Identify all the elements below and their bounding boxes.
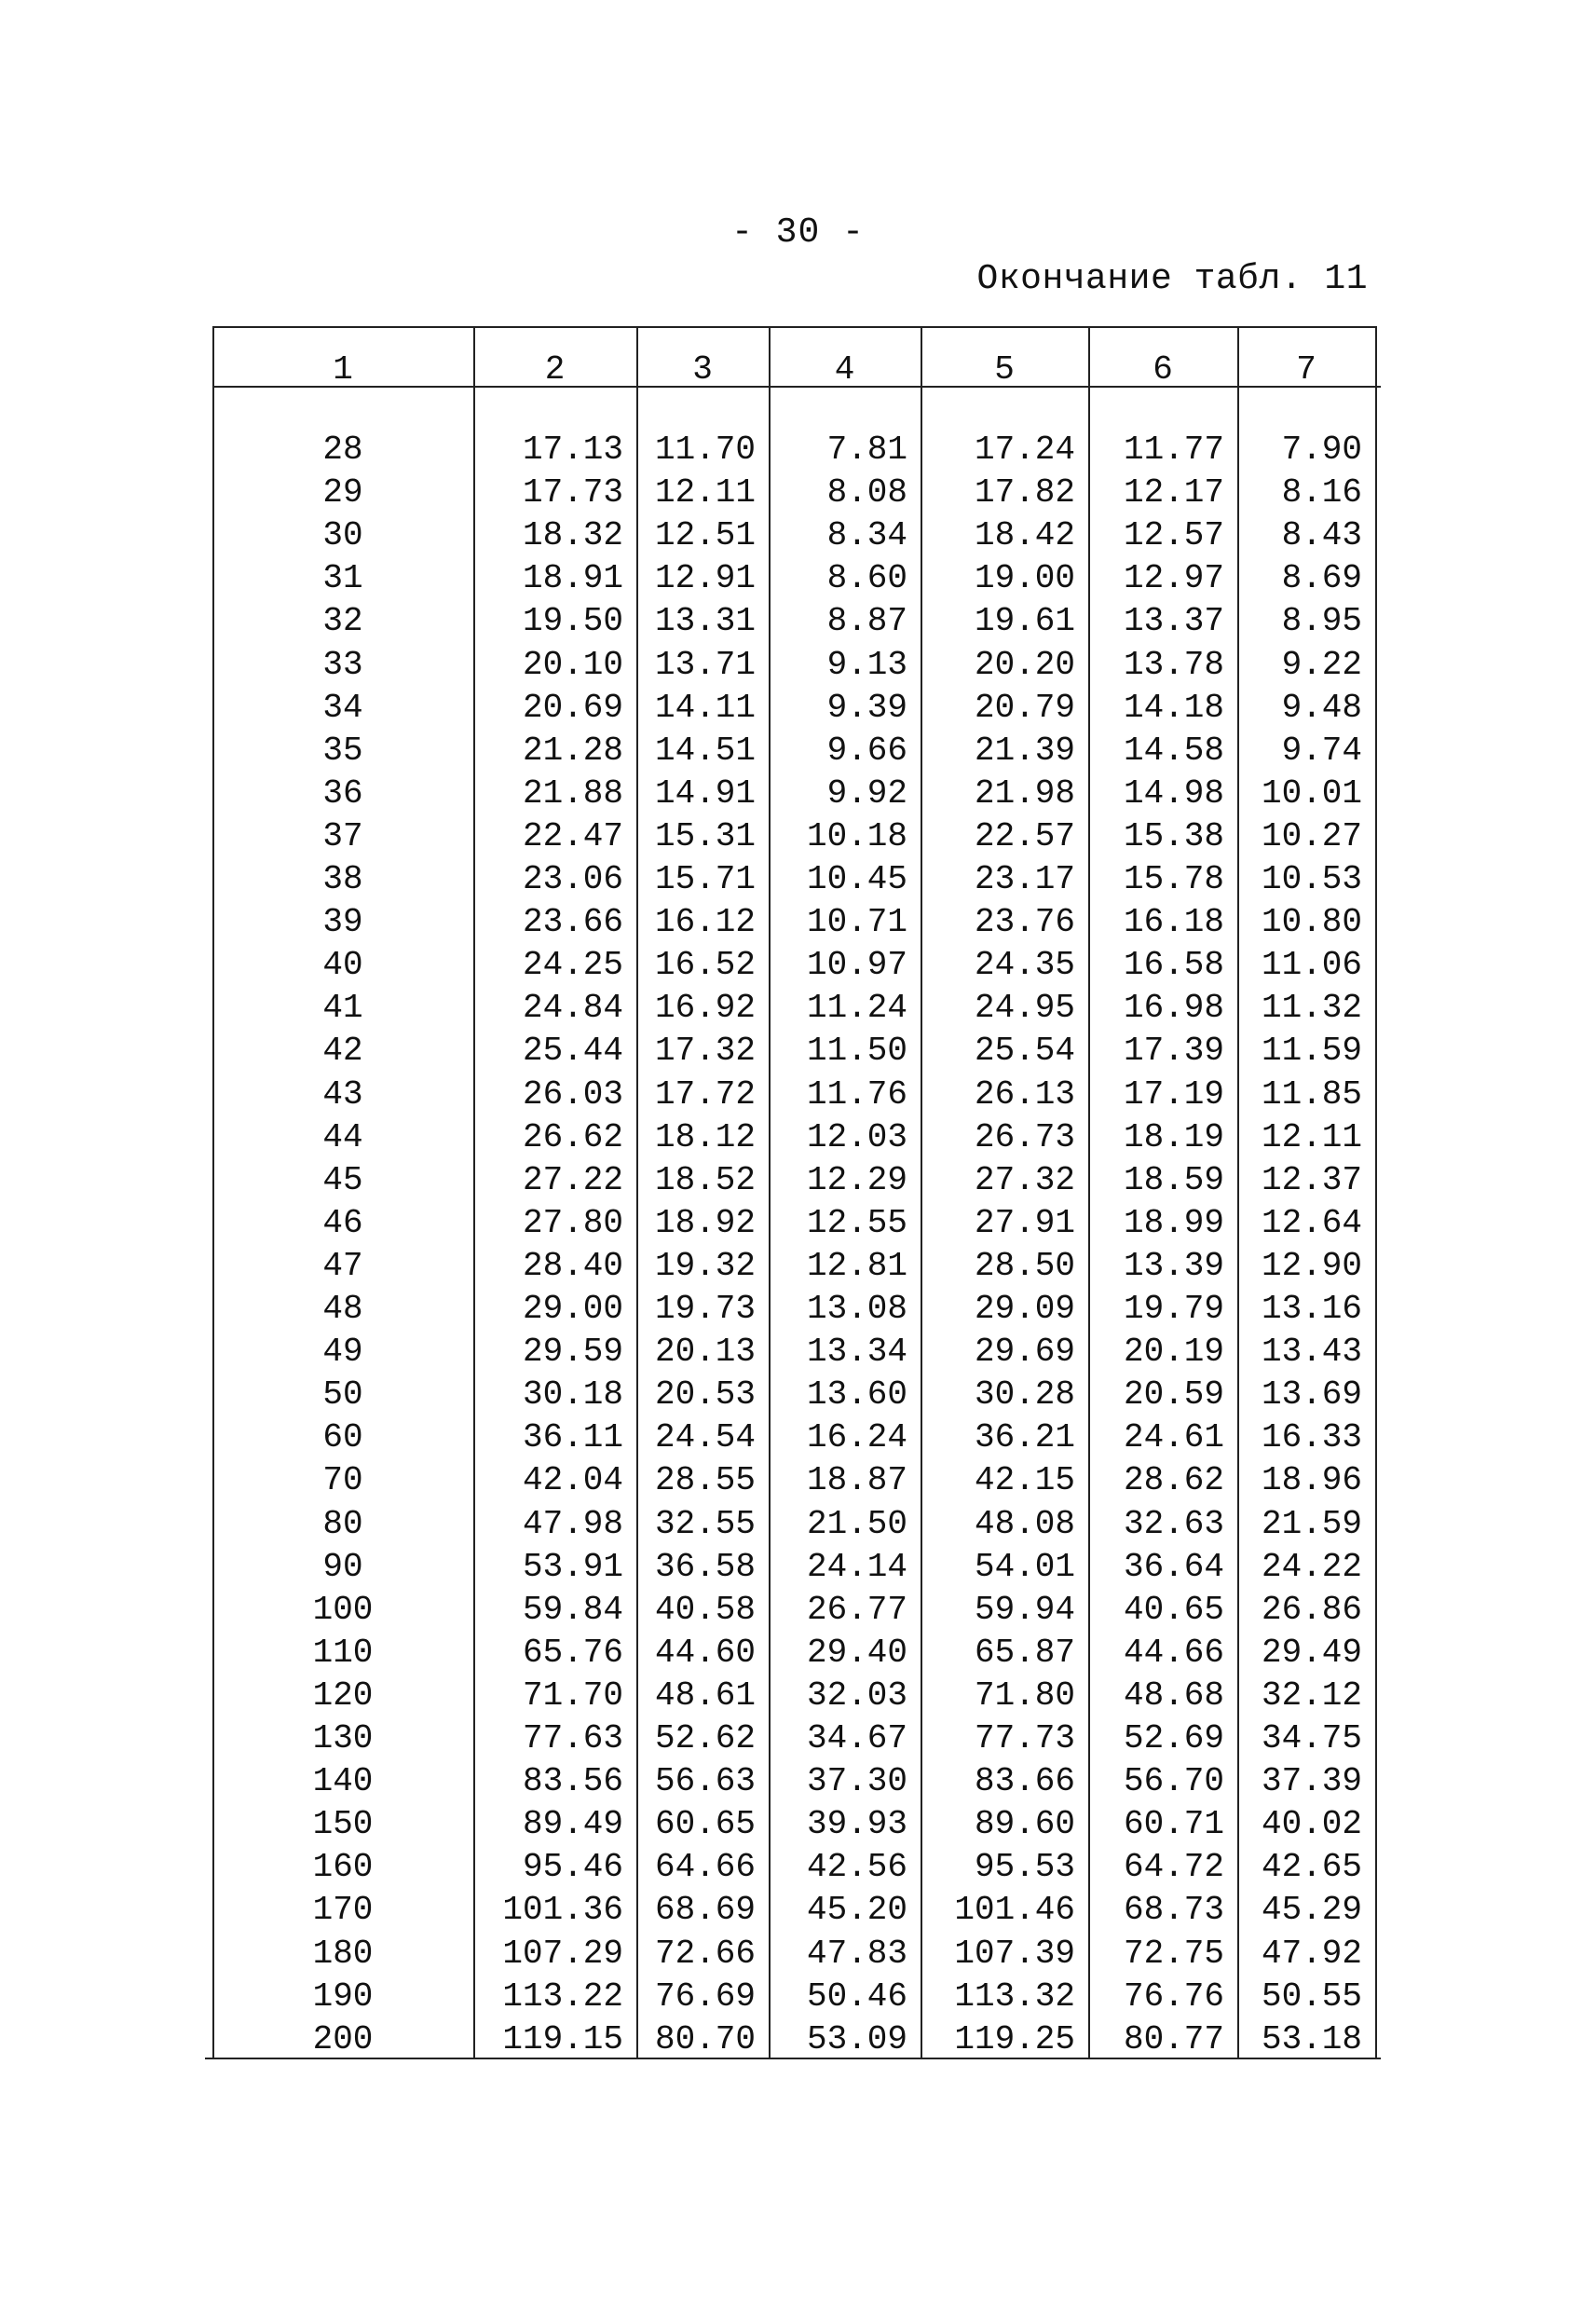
table-cell: 45 [322, 1161, 363, 1199]
table-cell: 10.45 [806, 860, 907, 898]
table-cell: 83.56 [522, 1762, 623, 1800]
table-cell: 160 [312, 1848, 374, 1886]
table-cell: 24.14 [806, 1548, 907, 1586]
table-cell: 44 [322, 1118, 363, 1156]
table-cell: 32.55 [654, 1505, 756, 1543]
table-cell: 72.66 [654, 1935, 756, 1973]
table-cell: 16.18 [1123, 903, 1224, 941]
table-cell: 12.57 [1123, 516, 1224, 554]
table-cell: 80.77 [1123, 2020, 1224, 2058]
table-cell: 26.03 [522, 1075, 623, 1114]
table-cell: 12.51 [654, 516, 756, 554]
table-cell: 8.08 [826, 473, 907, 512]
table-cell: 14.98 [1123, 774, 1224, 813]
table-cell: 13.16 [1261, 1290, 1362, 1328]
table-cell: 12.11 [654, 473, 756, 512]
table-cell: 13.60 [806, 1375, 907, 1414]
table-cell: 8.60 [826, 559, 907, 597]
table-cell: 21.39 [974, 732, 1075, 770]
table-cell: 45.20 [806, 1891, 907, 1929]
table-cell: 46 [322, 1204, 363, 1242]
table-cell: 11.77 [1123, 431, 1224, 469]
table-cell: 9.74 [1281, 732, 1362, 770]
table-cell: 12.91 [654, 559, 756, 597]
table-cell: 16.33 [1261, 1418, 1362, 1456]
table-cell: 29.40 [806, 1634, 907, 1672]
table-cell: 28 [322, 431, 363, 469]
table-cell: 36.21 [974, 1418, 1075, 1456]
table-cell: 12.81 [806, 1247, 907, 1285]
table-cell: 71.80 [974, 1676, 1075, 1715]
table-cell: 35 [322, 732, 363, 770]
table-cell: 50.46 [806, 1977, 907, 2016]
table-cell: 48.61 [654, 1676, 756, 1715]
table-cell: 18.32 [522, 516, 623, 554]
table-cell: 30 [322, 516, 363, 554]
table-cell: 170 [312, 1891, 374, 1929]
table-cell: 17.73 [522, 473, 623, 512]
table-cell: 14.18 [1123, 689, 1224, 727]
table-cell: 120 [312, 1676, 374, 1715]
table-cell: 12.90 [1261, 1247, 1362, 1285]
table-cell: 23.17 [974, 860, 1075, 898]
table-cell: 89.49 [522, 1805, 623, 1843]
table-cell: 28.50 [974, 1247, 1075, 1285]
table-cell: 22.57 [974, 817, 1075, 855]
table-cell: 11.85 [1261, 1075, 1362, 1114]
table-cell: 11.59 [1261, 1032, 1362, 1070]
table-cell: 40 [322, 946, 363, 984]
table-cell: 24.84 [522, 989, 623, 1027]
table-cell: 24.22 [1261, 1548, 1362, 1586]
table-cell: 130 [312, 1719, 374, 1757]
table-cell: 28.55 [654, 1461, 756, 1499]
table-cell: 11.50 [806, 1032, 907, 1070]
table-cell: 47.98 [522, 1505, 623, 1543]
table-cell: 20.59 [1123, 1375, 1224, 1414]
table-cell: 65.76 [522, 1634, 623, 1672]
table-cell: 26.77 [806, 1591, 907, 1629]
table-cell: 26.86 [1261, 1591, 1362, 1629]
table-cell: 27.22 [522, 1161, 623, 1199]
table-cell: 39 [322, 903, 363, 941]
table-cell: 44.66 [1123, 1634, 1224, 1672]
table-cell: 32.63 [1123, 1505, 1224, 1543]
table-cell: 24.25 [522, 946, 623, 984]
table-cell: 13.78 [1123, 646, 1224, 684]
table-cell: 19.73 [654, 1290, 756, 1328]
table-cell: 101.36 [502, 1891, 623, 1929]
table-cell: 14.91 [654, 774, 756, 813]
table-cell: 50.55 [1261, 1977, 1362, 2016]
table-cell: 12.29 [806, 1161, 907, 1199]
table-cell: 150 [312, 1805, 374, 1843]
table-cell: 65.87 [974, 1634, 1075, 1672]
table-cell: 15.71 [654, 860, 756, 898]
table-cell: 24.61 [1123, 1418, 1224, 1456]
table-cell: 64.66 [654, 1848, 756, 1886]
table-cell: 11.06 [1261, 946, 1362, 984]
table-cell: 10.53 [1261, 860, 1362, 898]
table-cell: 10.18 [806, 817, 907, 855]
table-cell: 18.59 [1123, 1161, 1224, 1199]
table-cell: 52.62 [654, 1719, 756, 1757]
table-cell: 42.56 [806, 1848, 907, 1886]
table-cell: 15.38 [1123, 817, 1224, 855]
table-cell: 17.32 [654, 1032, 756, 1070]
table-cell: 18.87 [806, 1461, 907, 1499]
table-cell: 16.24 [806, 1418, 907, 1456]
table-cell: 20.79 [974, 689, 1075, 727]
table-cell: 13.34 [806, 1333, 907, 1371]
table-cell: 36.58 [654, 1548, 756, 1586]
table-cell: 119.15 [502, 2020, 623, 2058]
table-cell: 26.73 [974, 1118, 1075, 1156]
table-cell: 29.00 [522, 1290, 623, 1328]
table-cell: 200 [312, 2020, 374, 2058]
table-cell: 21.28 [522, 732, 623, 770]
table-cell: 40.02 [1261, 1805, 1362, 1843]
table-cell: 30.18 [522, 1375, 623, 1414]
table-cell: 29.69 [974, 1333, 1075, 1371]
table-cell: 56.63 [654, 1762, 756, 1800]
table-cell: 18.91 [522, 559, 623, 597]
table-cell: 18.19 [1123, 1118, 1224, 1156]
table-cell: 24.95 [974, 989, 1075, 1027]
table-cell: 52.69 [1123, 1719, 1224, 1757]
table-cell: 41 [322, 989, 363, 1027]
table-cell: 113.22 [502, 1977, 623, 2016]
table-cell: 19.79 [1123, 1290, 1224, 1328]
table-cell: 90 [322, 1548, 363, 1586]
table-cell: 10.97 [806, 946, 907, 984]
table-cell: 7.81 [826, 431, 907, 469]
table-cell: 32 [322, 602, 363, 640]
table-cell: 77.73 [974, 1719, 1075, 1757]
table-cell: 9.92 [826, 774, 907, 813]
column-header: 1 [333, 350, 353, 389]
table-cell: 42.65 [1261, 1848, 1362, 1886]
table-cell: 39.93 [806, 1805, 907, 1843]
table-cell: 17.13 [522, 431, 623, 469]
table-cell: 15.78 [1123, 860, 1224, 898]
table-cell: 22.47 [522, 817, 623, 855]
table-cell: 17.19 [1123, 1075, 1224, 1114]
table-cell: 101.46 [954, 1891, 1075, 1929]
table-cell: 48 [322, 1290, 363, 1328]
column-header: 7 [1296, 350, 1316, 389]
table-cell: 36.64 [1123, 1548, 1224, 1586]
table-cell: 71.70 [522, 1676, 623, 1715]
table-cell: 49 [322, 1333, 363, 1371]
table-cell: 100 [312, 1591, 374, 1629]
table-cell: 36 [322, 774, 363, 813]
table-cell: 34.75 [1261, 1719, 1362, 1757]
table-cell: 53.09 [806, 2020, 907, 2058]
table-cell: 17.72 [654, 1075, 756, 1114]
table-cell: 18.92 [654, 1204, 756, 1242]
table-cell: 64.72 [1123, 1848, 1224, 1886]
table-cell: 32.03 [806, 1676, 907, 1715]
table-cell: 15.31 [654, 817, 756, 855]
table-cell: 33 [322, 646, 363, 684]
table-cell: 23.06 [522, 860, 623, 898]
table-cell: 42 [322, 1032, 363, 1070]
table-cell: 12.11 [1261, 1118, 1362, 1156]
table-cell: 70 [322, 1461, 363, 1499]
table-cell: 30.28 [974, 1375, 1075, 1414]
table-cell: 18.42 [974, 516, 1075, 554]
table-cell: 13.43 [1261, 1333, 1362, 1371]
table-cell: 40.65 [1123, 1591, 1224, 1629]
table-cell: 48.68 [1123, 1676, 1224, 1715]
table-cell: 180 [312, 1935, 374, 1973]
table-cell: 19.32 [654, 1247, 756, 1285]
table-cell: 11.32 [1261, 989, 1362, 1027]
table-cell: 43 [322, 1075, 363, 1114]
table-cell: 16.98 [1123, 989, 1224, 1027]
table-cell: 10.71 [806, 903, 907, 941]
table-cell: 107.39 [954, 1935, 1075, 1973]
table-cell: 80 [322, 1505, 363, 1543]
table-cell: 95.53 [974, 1848, 1075, 1886]
table-cell: 119.25 [954, 2020, 1075, 2058]
table-cell: 29.59 [522, 1333, 623, 1371]
table-cell: 60.65 [654, 1805, 756, 1843]
table-cell: 29.49 [1261, 1634, 1362, 1672]
table-cell: 24.54 [654, 1418, 756, 1456]
table-cell: 12.55 [806, 1204, 907, 1242]
table-cell: 29 [322, 473, 363, 512]
table-cell: 7.90 [1281, 431, 1362, 469]
table-cell: 10.80 [1261, 903, 1362, 941]
table-cell: 140 [312, 1762, 374, 1800]
table-cell: 13.69 [1261, 1375, 1362, 1414]
table-cell: 23.66 [522, 903, 623, 941]
table-cell: 11.24 [806, 989, 907, 1027]
page-number: - 30 - [731, 212, 865, 253]
table-cell: 13.39 [1123, 1247, 1224, 1285]
table-cell: 53.18 [1261, 2020, 1362, 2058]
table-cell: 44.60 [654, 1634, 756, 1672]
table-cell: 27.91 [974, 1204, 1075, 1242]
table-cell: 13.37 [1123, 602, 1224, 640]
table-cell: 12.64 [1261, 1204, 1362, 1242]
table-cell: 53.91 [522, 1548, 623, 1586]
table-cell: 21.98 [974, 774, 1075, 813]
table-cell: 20.10 [522, 646, 623, 684]
table-cell: 113.32 [954, 1977, 1075, 2016]
table-cell: 68.73 [1123, 1891, 1224, 1929]
table-cell: 77.63 [522, 1719, 623, 1757]
table-cell: 20.69 [522, 689, 623, 727]
table-cell: 18.96 [1261, 1461, 1362, 1499]
table-cell: 47 [322, 1247, 363, 1285]
table-cell: 95.46 [522, 1848, 623, 1886]
table-cell: 20.13 [654, 1333, 756, 1371]
table-cell: 60.71 [1123, 1805, 1224, 1843]
table-cell: 11.76 [806, 1075, 907, 1114]
table-cell: 32.12 [1261, 1676, 1362, 1715]
column-header: 5 [994, 350, 1015, 389]
table-cell: 10.27 [1261, 817, 1362, 855]
column-header: 2 [544, 350, 566, 389]
table-cell: 190 [312, 1977, 374, 2016]
table-cell: 12.37 [1261, 1161, 1362, 1199]
table-cell: 12.03 [806, 1118, 907, 1156]
table-cell: 76.76 [1123, 1977, 1224, 2016]
table-cell: 19.61 [974, 602, 1075, 640]
table-cell: 8.43 [1281, 516, 1362, 554]
table-cell: 17.24 [974, 431, 1075, 469]
table-cell: 21.50 [806, 1505, 907, 1543]
table-cell: 19.00 [974, 559, 1075, 597]
table-cell: 107.29 [502, 1935, 623, 1973]
table-cell: 76.69 [654, 1977, 756, 2016]
table-cell: 89.60 [974, 1805, 1075, 1843]
column-divider [1375, 326, 1377, 2058]
table-cell: 12.17 [1123, 473, 1224, 512]
table-cell: 10.01 [1261, 774, 1362, 813]
table-cell: 20.19 [1123, 1333, 1224, 1371]
table-cell: 9.13 [826, 646, 907, 684]
table-cell: 9.48 [1281, 689, 1362, 727]
table-cell: 110 [312, 1634, 374, 1672]
table-cell: 54.01 [974, 1548, 1075, 1586]
table-cell: 19.50 [522, 602, 623, 640]
column-header: 6 [1153, 350, 1173, 389]
table-cell: 50 [322, 1375, 363, 1414]
table-cell: 16.52 [654, 946, 756, 984]
table-cell: 80.70 [654, 2020, 756, 2058]
table-cell: 59.84 [522, 1591, 623, 1629]
table-cell: 16.92 [654, 989, 756, 1027]
table-cell: 18.12 [654, 1118, 756, 1156]
table-cell: 14.58 [1123, 732, 1224, 770]
table-cell: 37.30 [806, 1762, 907, 1800]
table-cell: 20.20 [974, 646, 1075, 684]
table-cell: 21.88 [522, 774, 623, 813]
table-cell: 18.99 [1123, 1204, 1224, 1242]
table-cell: 23.76 [974, 903, 1075, 941]
table-cell: 13.71 [654, 646, 756, 684]
table-cell: 45.29 [1261, 1891, 1362, 1929]
column-header: 4 [834, 350, 855, 389]
table-cell: 31 [322, 559, 363, 597]
table-cell: 40.58 [654, 1591, 756, 1629]
table-cell: 17.82 [974, 473, 1075, 512]
table-cell: 25.54 [974, 1032, 1075, 1070]
table-cell: 48.08 [974, 1505, 1075, 1543]
table-cell: 28.62 [1123, 1461, 1224, 1499]
table-cell: 9.39 [826, 689, 907, 727]
table-cell: 68.69 [654, 1891, 756, 1929]
table-cell: 27.32 [974, 1161, 1075, 1199]
table-cell: 60 [322, 1418, 363, 1456]
table-cell: 17.39 [1123, 1032, 1224, 1070]
table-cell: 27.80 [522, 1204, 623, 1242]
table-cell: 14.11 [654, 689, 756, 727]
table-cell: 14.51 [654, 732, 756, 770]
table-cell: 11.70 [654, 431, 756, 469]
table-cell: 34.67 [806, 1719, 907, 1757]
table-cell: 59.94 [974, 1591, 1075, 1629]
table-cell: 42.04 [522, 1461, 623, 1499]
data-table [212, 324, 1382, 2087]
table-cell: 47.83 [806, 1935, 907, 1973]
table-cell: 9.66 [826, 732, 907, 770]
table-cell: 21.59 [1261, 1505, 1362, 1543]
table-cell: 8.16 [1281, 473, 1362, 512]
table-cell: 72.75 [1123, 1935, 1224, 1973]
table-cell: 83.66 [974, 1762, 1075, 1800]
table-caption: Окончание табл. 11 [976, 259, 1368, 299]
table-cell: 36.11 [522, 1418, 623, 1456]
table-cell: 42.15 [974, 1461, 1075, 1499]
table-cell: 18.52 [654, 1161, 756, 1199]
table-top-rule [214, 326, 1375, 328]
table-cell: 20.53 [654, 1375, 756, 1414]
table-cell: 56.70 [1123, 1762, 1224, 1800]
table-cell: 26.13 [974, 1075, 1075, 1114]
table-cell: 13.08 [806, 1290, 907, 1328]
table-cell: 8.95 [1281, 602, 1362, 640]
table-cell: 38 [322, 860, 363, 898]
table-cell: 8.69 [1281, 559, 1362, 597]
table-cell: 47.92 [1261, 1935, 1362, 1973]
table-cell: 37.39 [1261, 1762, 1362, 1800]
table-cell: 8.34 [826, 516, 907, 554]
table-cell: 13.31 [654, 602, 756, 640]
table-cell: 29.09 [974, 1290, 1075, 1328]
table-cell: 12.97 [1123, 559, 1224, 597]
table-cell: 25.44 [522, 1032, 623, 1070]
table-cell: 37 [322, 817, 363, 855]
table-cell: 16.12 [654, 903, 756, 941]
table-cell: 28.40 [522, 1247, 623, 1285]
table-cell: 34 [322, 689, 363, 727]
table-cell: 26.62 [522, 1118, 623, 1156]
table-cell: 9.22 [1281, 646, 1362, 684]
table-cell: 24.35 [974, 946, 1075, 984]
column-header: 3 [692, 350, 713, 389]
table-cell: 8.87 [826, 602, 907, 640]
table-cell: 16.58 [1123, 946, 1224, 984]
